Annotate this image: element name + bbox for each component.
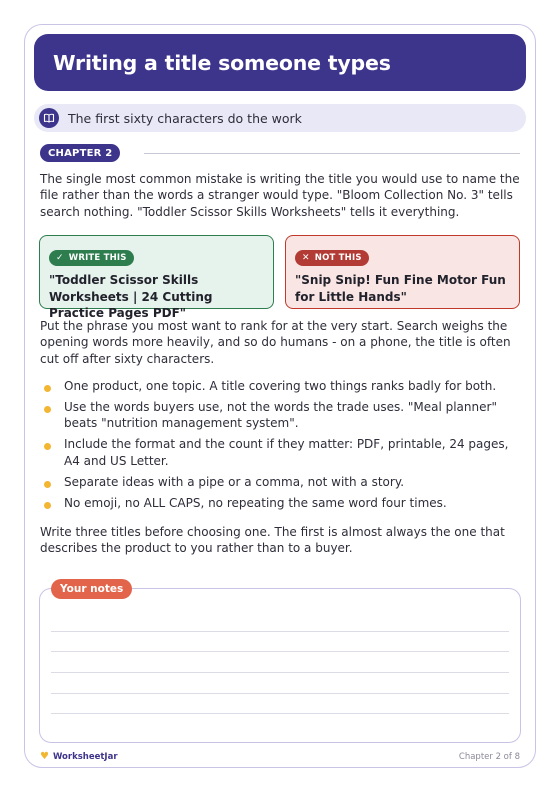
bullet-dot bbox=[44, 502, 51, 509]
title-banner bbox=[34, 34, 526, 91]
bad-example-card bbox=[285, 235, 520, 309]
list-item bbox=[40, 399, 522, 432]
brand-name: WorksheetJar bbox=[52, 751, 118, 762]
notes-label: Your notes bbox=[51, 579, 132, 599]
tips-list bbox=[40, 378, 522, 516]
bullet-dot bbox=[44, 481, 51, 488]
bad-example-text: "Snip Snip! Fun Fine Motor Fun for Little Hands" bbox=[295, 273, 506, 304]
note-line bbox=[51, 651, 509, 652]
list-item-text: Include the format and the count if they matter: PDF, printable, 24 pages, A4 and US Letter. bbox=[64, 437, 509, 468]
write-this-tag bbox=[49, 250, 134, 266]
list-item-text: Use the words buyers use, not the words the trade uses. "Meal planner" beats "nutrition management system". bbox=[64, 400, 497, 431]
list-item bbox=[40, 474, 522, 490]
heart-icon: ♥ bbox=[40, 751, 49, 762]
page-indicator: Chapter 2 of 8 bbox=[458, 752, 520, 762]
not-this-label: NOT THIS bbox=[314, 253, 362, 263]
check-icon: ✓ bbox=[56, 253, 64, 263]
list-item bbox=[40, 495, 522, 511]
list-item bbox=[40, 436, 522, 469]
write-this-label: WRITE THIS bbox=[68, 253, 127, 263]
bullet-dot bbox=[44, 406, 51, 413]
footer-brand bbox=[40, 751, 118, 762]
closing-paragraph: Write three titles before choosing one. The first is almost always the one that describes the product to you rather than to a buyer. bbox=[40, 525, 505, 556]
note-line bbox=[51, 713, 509, 714]
bullet-dot bbox=[44, 385, 51, 392]
subtitle-text: The first sixty characters do the work bbox=[68, 110, 302, 126]
note-line bbox=[51, 693, 509, 694]
book-icon bbox=[39, 108, 59, 128]
note-line bbox=[51, 672, 509, 673]
list-item bbox=[40, 378, 522, 394]
bullet-dot bbox=[44, 443, 51, 450]
good-example-card bbox=[39, 235, 274, 320]
note-line bbox=[51, 631, 509, 632]
subtitle-bar bbox=[34, 104, 526, 132]
chapter-badge: CHAPTER 2 bbox=[40, 144, 120, 162]
chapter-row bbox=[40, 144, 520, 162]
chapter-divider bbox=[144, 153, 520, 154]
x-icon: ✕ bbox=[302, 253, 310, 263]
list-item-text: One product, one topic. A title covering two things ranks badly for both. bbox=[64, 379, 497, 393]
list-item-text: Separate ideas with a pipe or a comma, not with a story. bbox=[64, 474, 405, 489]
body-paragraph: Put the phrase you most want to rank for at the very start. Search weighs the opening words more heavily, and so do humans - on a phone, the title is often cut off after sixty characters. bbox=[40, 319, 511, 366]
intro-paragraph: The single most common mistake is writing the title you would use to name the file rather than the words a stranger would type. "Bloom Collection No. 3" tells search nothing. "Toddler Scissor Skills Worksheets" tells it everything. bbox=[40, 172, 520, 219]
notes-box[interactable] bbox=[39, 588, 521, 743]
list-item-text: No emoji, no ALL CAPS, no repeating the same word four times. bbox=[64, 495, 447, 510]
good-example-text: "Toddler Scissor Skills Worksheets | 24 Cutting Practice Pages PDF" bbox=[49, 273, 213, 320]
not-this-tag bbox=[295, 250, 369, 266]
page-title: Writing a title someone types bbox=[53, 50, 391, 75]
